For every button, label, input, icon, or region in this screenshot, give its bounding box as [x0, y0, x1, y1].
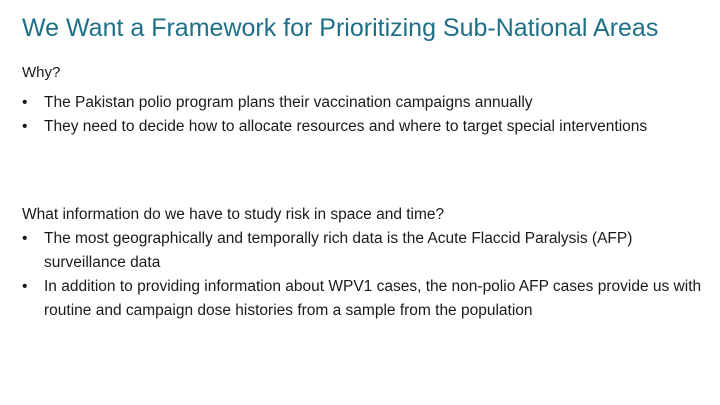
bullet-marker: •: [22, 118, 28, 135]
bullet-text: The Pakistan polio program plans their vaccination campaigns annually: [44, 94, 533, 111]
list-item: [22, 227, 702, 275]
section-heading: What information do we have to study risk in space and time?: [22, 206, 445, 223]
information-section: [22, 203, 702, 323]
why-bullet-list: [22, 91, 702, 139]
list-item: [22, 275, 702, 323]
information-bullet-list: [22, 227, 702, 323]
list-item: [22, 91, 702, 115]
slide-subtitle: Why?: [22, 64, 61, 81]
why-section: [22, 91, 702, 139]
bullet-text: They need to decide how to allocate resources and where to target special interventions: [44, 118, 648, 135]
bullet-marker: •: [22, 94, 28, 111]
bullet-marker: •: [22, 278, 28, 295]
bullet-text: In addition to providing information about WPV1 cases, the non-polio AFP cases provide us with routine and campaign dose histories from a sample from the population: [44, 278, 702, 319]
slide-title: We Want a Framework for Prioritizing Sub-National Areas: [22, 14, 659, 42]
list-item: [22, 115, 702, 139]
bullet-text: The most geographically and temporally rich data is the Acute Flaccid Paralysis (AFP) surveillance data: [44, 230, 633, 271]
bullet-marker: •: [22, 230, 28, 247]
